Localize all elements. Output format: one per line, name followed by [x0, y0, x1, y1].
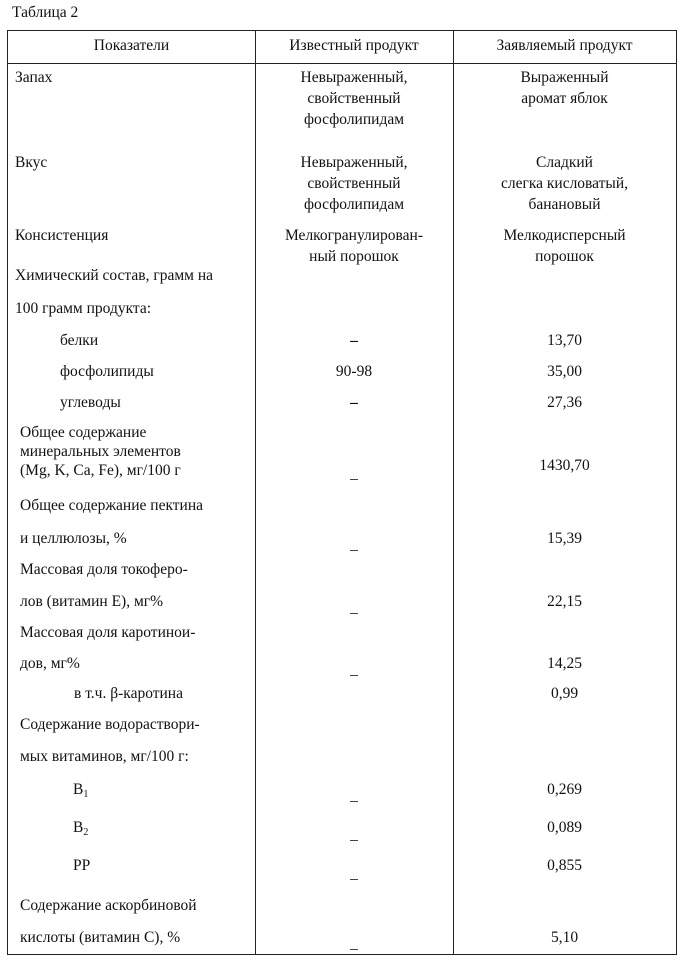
row-known-value: _ [350, 865, 358, 882]
row-claimed-value: 1430,70 [539, 457, 590, 474]
row-indicator: мых витаминов, мг/100 г: [20, 748, 189, 765]
vitamin-letter: B [73, 819, 84, 836]
row-indicator: Массовая доля каротинои- [20, 624, 196, 641]
row-known-value: – [350, 332, 358, 349]
row-claimed-value: 0,269 [547, 781, 582, 798]
vitamin-subscript: 2 [83, 827, 89, 838]
header-claimed-product: Заявляемый продукт [496, 37, 633, 54]
row-indicator: кислоты (витамин С), % [20, 929, 181, 946]
row-claimed-value: 14,25 [547, 655, 582, 672]
row-known-value: _ [350, 599, 358, 616]
row-known-value: _ [350, 465, 358, 482]
row-claimed-value: Сладкий слегка кисловатый, банановый [500, 154, 629, 213]
header-indicators: Показатели [93, 37, 170, 54]
row-indicator: углеводы [60, 394, 121, 411]
row-indicator: Содержание аскорбиновой [20, 897, 197, 914]
row-indicator: Содержание водораствори- [20, 716, 200, 733]
row-claimed-value: 5,10 [550, 929, 579, 946]
row-claimed-value: 13,70 [547, 332, 582, 349]
row-indicator: в т.ч. β-каротина [74, 685, 183, 702]
row-claimed-value: Выраженный аромат яблок [520, 69, 609, 107]
row-claimed-value: 0,855 [547, 857, 582, 874]
row-claimed-value: 0,99 [550, 685, 579, 702]
comparison-table [7, 30, 677, 955]
row-known-value: _ [350, 935, 358, 952]
row-indicator: Общее содержание минеральных элементов (Mg, K, Ca, Fe), мг/100 г [20, 424, 181, 479]
row-indicator: фосфолипиды [60, 363, 154, 380]
row-known-value: _ [350, 826, 358, 843]
row-indicator: Запах [15, 69, 53, 86]
row-known-value: Мелкогранулирован- ный порошок [284, 227, 424, 265]
row-indicator: 100 грамм продукта: [15, 300, 152, 317]
vitamin-subscript: 1 [83, 789, 89, 800]
row-indicator: и целлюлозы, % [20, 530, 127, 547]
row-known-value: 90-98 [335, 363, 373, 380]
row-known-value: _ [350, 661, 358, 678]
row-known-value: Невыраженный, свойственный фосфолипидам [300, 154, 408, 213]
row-indicator: Общее содержание пектина [20, 497, 204, 514]
row-indicator: лов (витамин Е), мг% [20, 593, 164, 610]
row-claimed-value: 0,089 [547, 819, 582, 836]
row-claimed-value: 15,39 [547, 530, 582, 547]
vitamin-letter: B [73, 781, 84, 798]
table-caption: Таблица 2 [12, 4, 79, 21]
row-known-value: _ [350, 787, 358, 804]
row-claimed-value: Мелкодисперсный порошок [503, 227, 626, 265]
row-indicator: Вкус [15, 154, 48, 171]
row-indicator: дов, мг% [20, 655, 80, 672]
row-claimed-value: 27,36 [547, 394, 582, 411]
header-divider [8, 63, 676, 64]
row-indicator: Массовая доля токоферо- [20, 561, 188, 578]
row-indicator: PP [73, 857, 91, 874]
row-claimed-value: 22,15 [547, 593, 582, 610]
row-known-value: Невыраженный, свойственный фосфолипидам [300, 69, 408, 128]
row-claimed-value: 35,00 [547, 363, 582, 380]
header-known-product: Известный продукт [289, 37, 419, 54]
row-indicator: Консистенция [15, 227, 109, 244]
row-indicator: Химический состав, грамм на [15, 267, 213, 284]
row-known-value: – [350, 394, 358, 411]
row-indicator: белки [60, 332, 99, 349]
row-known-value: _ [350, 536, 358, 553]
